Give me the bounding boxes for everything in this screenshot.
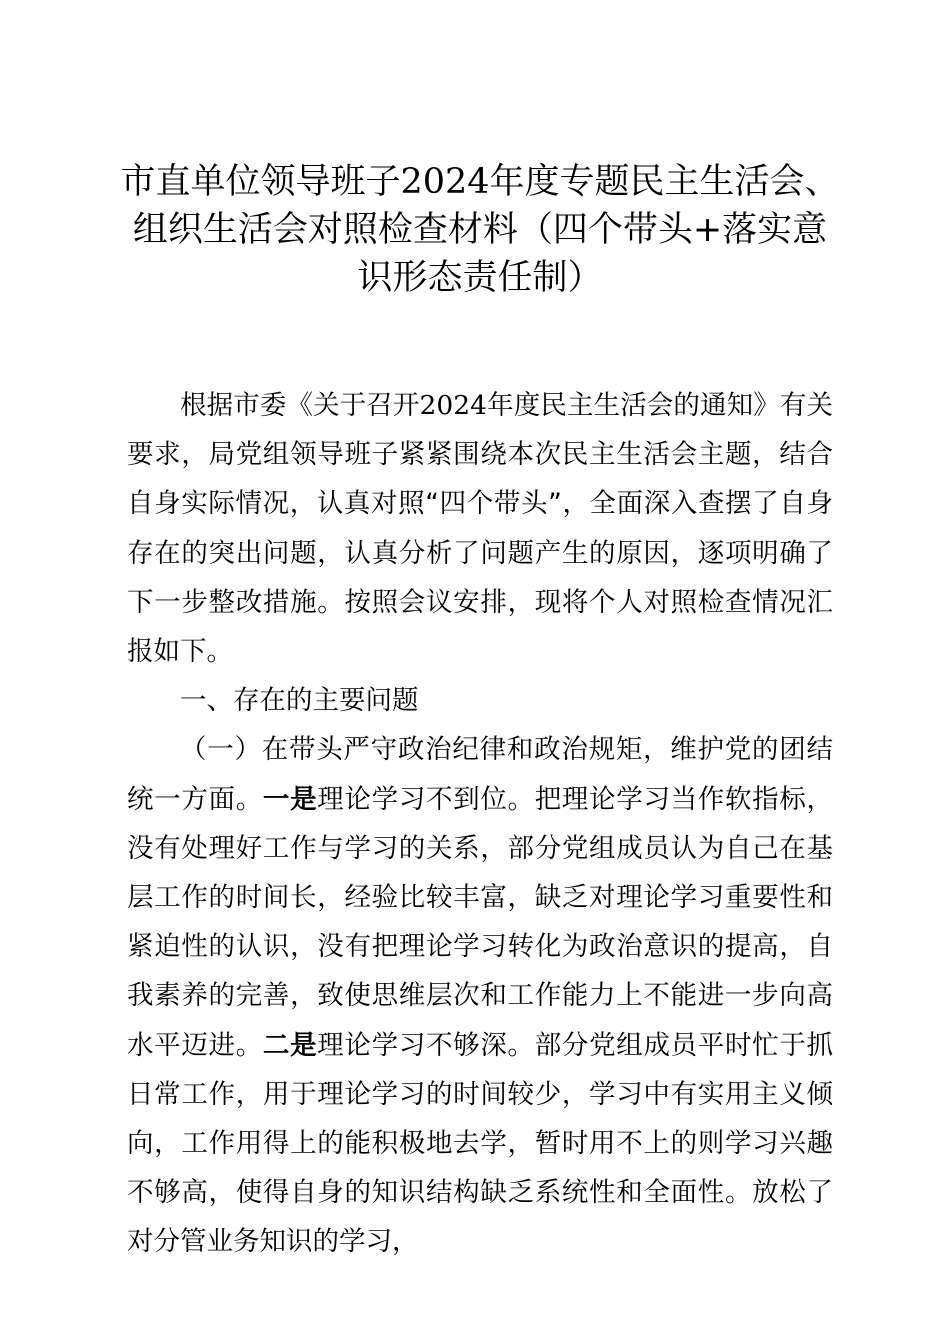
point-two-text: 理论学习不够深。部分党组成员平时忙于抓日常工作，用于理论学习的时间较少，学习中有实用主义倾向，工作用得上的能积极地去学，暂时用不上的则学习兴趣不够高，使得自身的知识结构缺乏系统性和全面性。放松了对分管业务知识的学习，	[127, 1029, 834, 1258]
intro-part-1: 根据市委《关于召开	[180, 390, 420, 421]
title-year: 2024	[400, 162, 490, 202]
title-part-1: 市直单位领导班子	[120, 162, 401, 202]
intro-part-2: 年度民主生活会的通知》有关要求，局党组领导班子紧紧围绕本次民主生活会主题，结合自身实际情况，认真对照“四个带头”，全面深入查摆了自身存在的突出问题，认真分析了问题产生的原因，逐项明确了下一步整改措施。按照会议安排，现将个人对照检查情况汇报如下。	[127, 390, 834, 668]
subsection-lead: （一）在带头严守政治纪律和政治规矩，维护党的团结统一方面。	[127, 734, 833, 815]
title-part-2: 年度专题民主生活会、组织生活会对照检查材料（四个带头+落实意识形态责任制）	[132, 162, 840, 298]
document-body	[127, 381, 833, 1267]
intro-year: 2024	[419, 390, 487, 421]
point-one-text: 理论学习不到位。把理论学习当作软指标，没有处理好工作与学习的关系，部分党组成员认为自己在基层工作的时间长，经验比较丰富，缺乏对理论学习重要性和紧迫性的认识，没有把理论学习转化为政治意识的提高，自我素养的完善，致使思维层次和工作能力上不能进一步向高水平迈进。	[127, 783, 834, 1061]
subsection-paragraph	[127, 725, 833, 1266]
section-heading: 一、存在的主要问题	[180, 685, 419, 717]
intro-paragraph	[127, 381, 833, 676]
point-two-label: 二是	[262, 1029, 318, 1061]
point-one-label: 一是	[262, 783, 318, 815]
document-title	[120, 158, 840, 302]
